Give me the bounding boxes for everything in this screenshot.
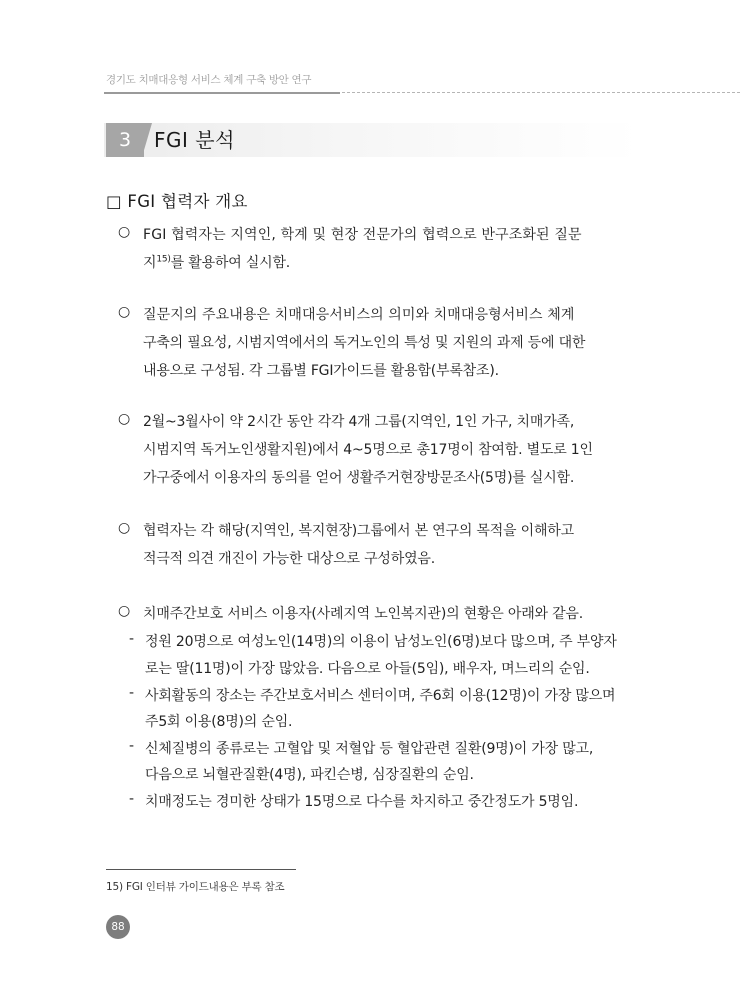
paragraph-line: 구축의 필요성, 시범지역에서의 독거노인의 특성 및 지원의 과제 등에 대한: [143, 335, 586, 351]
dash-item-line: 치매정도는 경미한 상태가 15명으로 다수를 차지하고 중간정도가 5명임.: [145, 794, 579, 810]
dash-marker: -: [129, 738, 135, 754]
footnote: 15) FGI 인터뷰 가이드내용은 부록 참조: [106, 881, 285, 893]
footnote-rule: [106, 869, 296, 870]
section-title-bar: [104, 123, 640, 157]
dash-item-line: 정원 20명으로 여성노인(14명)의 이용이 남성노인(6명)보다 많으며, 주 부양자: [145, 634, 617, 650]
paragraph-line: 내용으로 구성됨. 각 그룹별 FGI가이드를 활용함(부록참조).: [143, 363, 499, 379]
dash-item-line: 로는 딸(11명)이 가장 많았음. 다음으로 아들(5임), 배우자, 며느리의 순임.: [145, 661, 590, 677]
paragraph-line: 2월~3월사이 약 2시간 동안 각각 4개 그룹(지역인, 1인 가구, 치매가족,: [143, 414, 575, 430]
dash-item-line: 다음으로 뇌혈관질환(4명), 파킨슨병, 심장질환의 순임.: [145, 767, 474, 783]
bullet-circle-marker: ○: [118, 224, 131, 240]
paragraph-line: FGI 협력자는 지역인, 학계 및 현장 전문가의 협력으로 반구조화된 질문: [143, 227, 582, 243]
paragraph-text: 를 활용하여 실시함.: [170, 255, 291, 271]
paragraph-line: 적극적 의견 개진이 가능한 대상으로 구성하였음.: [143, 551, 435, 567]
running-header: 경기도 치매대응형 서비스 체계 구축 방안 연구: [106, 74, 312, 86]
header-rule-dashed: [342, 92, 740, 93]
paragraph-line: 가구중에서 이용자의 동의를 얻어 생활주거현장방문조사(5명)를 실시함.: [143, 470, 575, 486]
header-rule-solid: [104, 92, 340, 94]
bullet-circle-marker: ○: [118, 603, 131, 619]
bullet-circle-marker: ○: [118, 520, 131, 536]
page-number: 88: [106, 915, 130, 939]
section-number-slant: [142, 123, 152, 157]
dash-item-line: 사회활동의 장소는 주간보호서비스 센터이며, 주6회 이용(12명)이 가장 많으며: [145, 688, 616, 704]
paragraph-text: 지: [143, 255, 157, 271]
dash-item-line: 주5회 이용(8명)의 순임.: [145, 714, 293, 730]
dash-marker: -: [129, 791, 135, 807]
paragraph-line: 질문지의 주요내용은 치매대응서비스의 의미와 치매대응형서비스 체계: [143, 307, 575, 323]
paragraph-line: [143, 252, 290, 272]
bullet-circle-marker: ○: [118, 411, 131, 427]
paragraph-line: 협력자는 각 해당(지역인, 복지현장)그룹에서 본 연구의 목적을 이해하고: [143, 523, 574, 539]
section-title: FGI 분석: [154, 128, 235, 152]
footnote-reference[interactable]: 15): [156, 254, 171, 265]
paragraph-line: 치매주간보호 서비스 이용자(사례지역 노인복지관)의 현황은 아래와 같음.: [143, 606, 583, 622]
bullet-circle-marker: ○: [118, 304, 131, 320]
paragraph-line: 시범지역 독거노인생활지원)에서 4~5명으로 총17명이 참여함. 별도로 1인: [143, 442, 593, 458]
section-number: 3: [106, 123, 144, 157]
dash-item-line: 신체질병의 종류로는 고혈압 및 저혈압 등 혈압관련 질환(9명)이 가장 많고,: [145, 741, 594, 757]
dash-marker: -: [129, 685, 135, 701]
subheading: □ FGI 협력자 개요: [106, 192, 248, 211]
dash-marker: -: [129, 631, 135, 647]
